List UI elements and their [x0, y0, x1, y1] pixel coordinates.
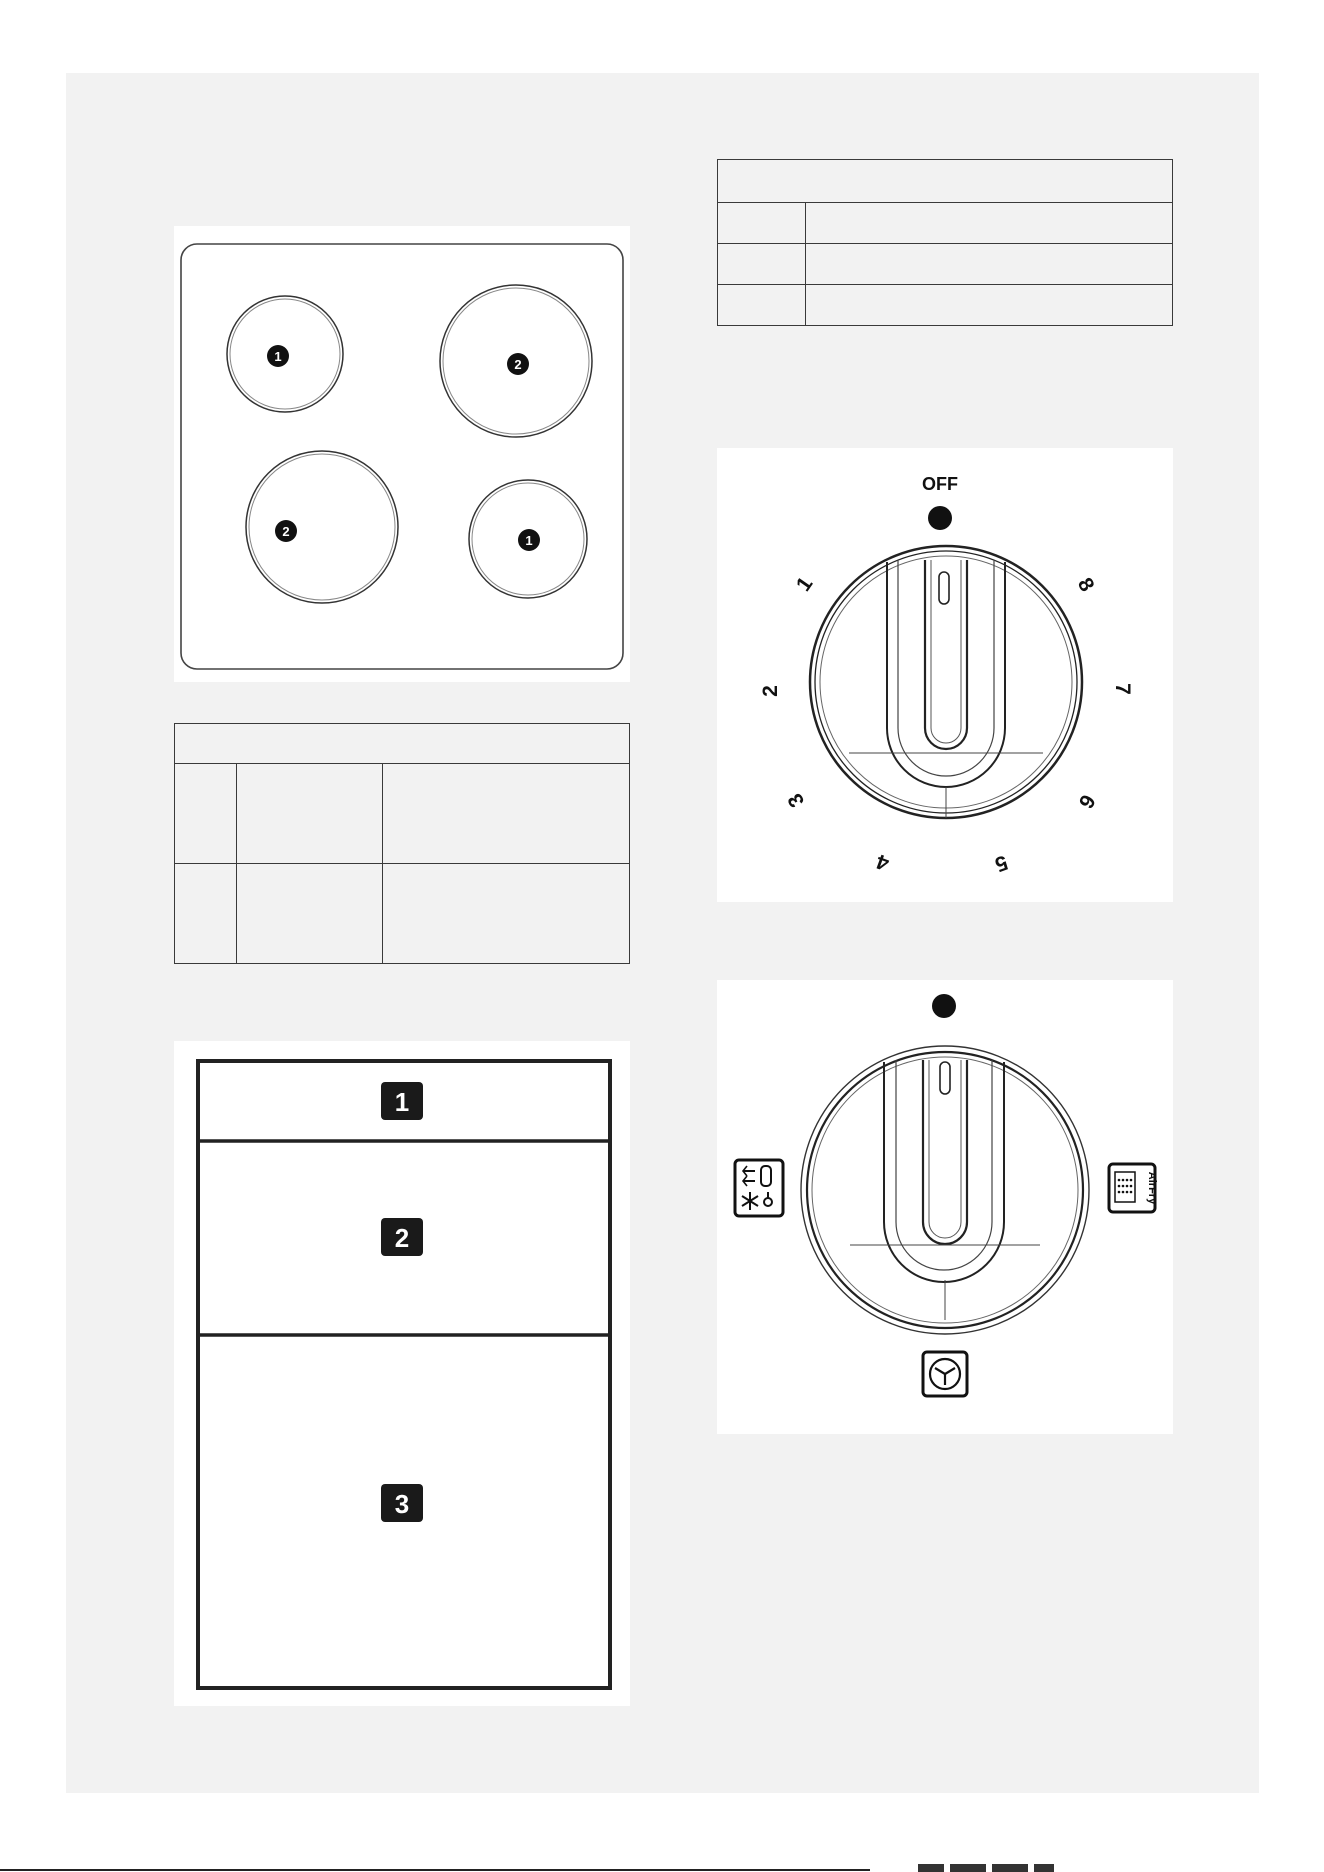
scale-label-3: 3 — [783, 789, 810, 812]
zone-number: 1 — [274, 349, 282, 364]
table-cell — [383, 864, 630, 964]
table-row — [718, 244, 1173, 285]
table-cell — [237, 764, 383, 864]
defrost-grill-icon — [735, 1160, 783, 1216]
section-1-badge — [381, 1082, 423, 1120]
table-header-cell — [175, 724, 630, 764]
airfry-label: AirFry — [1146, 1171, 1158, 1205]
scale-label-4: 4 — [873, 849, 893, 875]
scale-label-7: 7 — [1111, 683, 1134, 695]
table-cell — [718, 203, 806, 244]
table-row — [718, 285, 1173, 326]
fan-icon — [923, 1352, 967, 1396]
table-cell — [718, 244, 806, 285]
scale-label-1: 1 — [791, 572, 818, 596]
small-table — [717, 159, 1173, 326]
table-cell — [806, 244, 1173, 285]
numbered-box-panel — [174, 1041, 630, 1706]
table-row — [175, 764, 630, 864]
oven-knob-panel — [717, 980, 1173, 1434]
zone-number: 1 — [525, 533, 533, 548]
table-header-cell — [718, 160, 1173, 203]
scale-label-8: 8 — [1072, 573, 1099, 596]
knob — [810, 546, 1082, 818]
table-cell — [237, 864, 383, 964]
section-number: 3 — [394, 1489, 410, 1519]
zone-table — [174, 723, 630, 964]
scale-label-5: 5 — [991, 850, 1011, 876]
power-scale — [759, 573, 1134, 876]
oven-knob-diagram — [717, 980, 1173, 1434]
section-3-badge — [381, 1484, 423, 1522]
cooking-zone-large — [246, 451, 398, 603]
table-cell — [175, 864, 237, 964]
off-label: OFF — [922, 474, 958, 494]
section-number: 1 — [394, 1087, 410, 1117]
off-indicator-dot — [928, 506, 952, 530]
hotplate-knob-diagram — [717, 448, 1173, 902]
footer-marks — [918, 1864, 1058, 1872]
section-2-badge — [381, 1218, 423, 1256]
hob-diagram — [174, 226, 630, 682]
table-header-row — [718, 160, 1173, 203]
section-number: 2 — [394, 1223, 410, 1253]
scale-label-6: 6 — [1073, 790, 1100, 813]
table-cell — [175, 764, 237, 864]
table-row — [175, 864, 630, 964]
table-header-row — [175, 724, 630, 764]
table-cell — [806, 285, 1173, 326]
hotplate-knob-panel — [717, 448, 1173, 902]
airfry-icon — [1109, 1164, 1158, 1212]
table-cell — [806, 203, 1173, 244]
hob-diagram-panel — [174, 226, 630, 682]
zone-number: 2 — [282, 524, 290, 539]
off-indicator-dot — [932, 994, 956, 1018]
table-cell — [718, 285, 806, 326]
numbered-box — [174, 1041, 630, 1706]
table-cell — [383, 764, 630, 864]
zone-number: 2 — [514, 357, 522, 372]
cooking-zone-small — [227, 296, 343, 412]
footer-rule — [0, 1869, 870, 1871]
table-row — [718, 203, 1173, 244]
cooking-zone-large — [440, 285, 592, 437]
scale-label-2: 2 — [759, 685, 782, 697]
knob — [801, 1046, 1089, 1334]
cooking-zone-small — [469, 480, 587, 598]
